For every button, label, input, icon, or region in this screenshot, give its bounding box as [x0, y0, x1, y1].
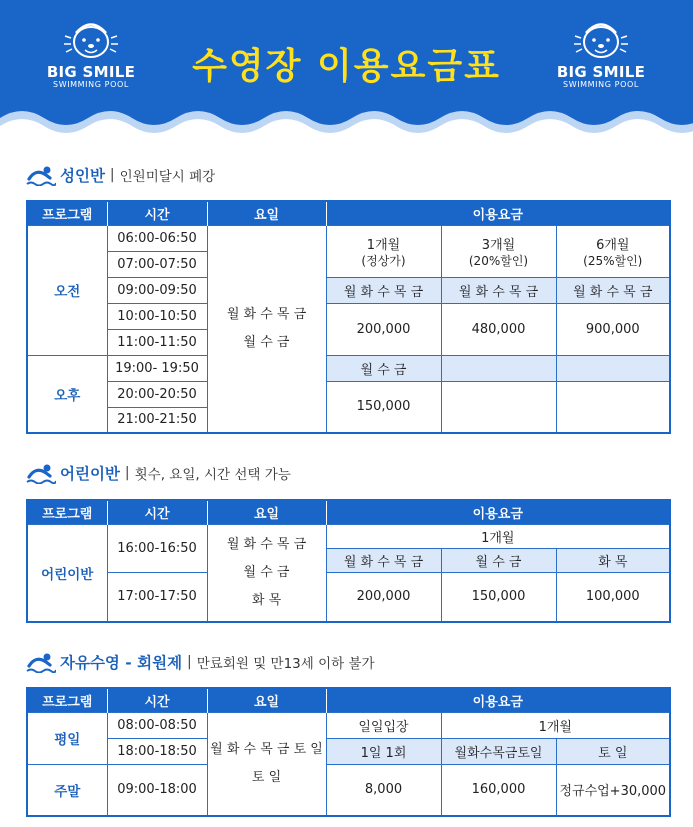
empty-cell	[441, 355, 556, 381]
separator: |	[124, 465, 130, 481]
plan-days: 월 화 수 목 금	[441, 277, 556, 303]
col-days: 요일	[207, 500, 326, 524]
price-cell: 150,000	[326, 381, 441, 433]
time-cell: 17:00-17:50	[107, 572, 207, 622]
program-weekend: 주말	[27, 764, 107, 816]
page-title: 수영장 이용요금표	[192, 46, 501, 87]
kids-section-heading	[26, 462, 291, 484]
empty-cell	[441, 381, 556, 433]
price-cell: 900,000	[556, 303, 670, 355]
plan-cell	[556, 225, 670, 277]
swimmer-icon	[26, 462, 56, 484]
adult-section-title: 성인반	[60, 167, 105, 185]
plan-label: 1개월	[366, 237, 401, 253]
col-days: 요일	[207, 201, 326, 225]
price-cell: 160,000	[441, 764, 556, 816]
logo-subtext: SWIMMING POOL	[53, 80, 129, 89]
swimmer-icon	[26, 164, 56, 186]
monthly-label: 1개월	[441, 712, 670, 738]
col-days: 요일	[207, 688, 326, 712]
free-fee-table	[26, 687, 671, 817]
col-program: 프로그램	[27, 201, 107, 225]
table-row	[27, 738, 670, 764]
days-line: 월 화 수 목 금	[226, 306, 307, 322]
plan-days: 월 수 금	[326, 355, 441, 381]
col-time: 시간	[107, 500, 207, 524]
adult-fee-table	[26, 200, 671, 434]
days-line: 화 목	[251, 592, 282, 608]
plan-label: 3개월	[481, 237, 516, 253]
plan-days: 월 수 금	[441, 548, 556, 572]
time-cell: 18:00-18:50	[107, 738, 207, 764]
empty-cell	[556, 355, 670, 381]
time-cell: 09:00-09:50	[107, 277, 207, 303]
plan-sub: (20%할인)	[468, 253, 529, 268]
plan-days: 월 화 수 목 금	[556, 277, 670, 303]
table-row	[27, 712, 670, 738]
table-row	[27, 303, 670, 329]
time-cell: 10:00-10:50	[107, 303, 207, 329]
time-cell: 20:00-20:50	[107, 381, 207, 407]
plan-days: 월 화 수 목 금	[326, 277, 441, 303]
daily-label: 일일입장	[326, 712, 441, 738]
kids-section-note: 횟수, 요일, 시간 선택 가능	[134, 467, 291, 483]
separator: |	[187, 654, 192, 670]
kids-fee-table	[26, 499, 671, 623]
daily-sub: 1일 1회	[326, 738, 441, 764]
plan-sub: (25%할인)	[583, 253, 643, 268]
days-line: 월 수 금	[243, 334, 290, 350]
swimmer-icon	[26, 651, 56, 673]
kids-section-title: 어린이반	[60, 465, 120, 483]
program-weekday: 평일	[27, 712, 107, 764]
table-header-row	[27, 201, 670, 225]
table-row	[27, 524, 670, 548]
days-line: 월 수 금	[243, 564, 290, 580]
program-kids: 어린이반	[27, 524, 107, 622]
price-cell: 480,000	[441, 303, 556, 355]
table-header-row	[27, 688, 670, 712]
table-row	[27, 764, 670, 816]
logo-text: BIG SMILE	[46, 63, 136, 81]
logo-text: BIG SMILE	[556, 63, 646, 81]
price-cell: 100,000	[556, 572, 670, 622]
time-cell: 06:00-06:50	[107, 225, 207, 251]
price-cell: 150,000	[441, 572, 556, 622]
days-line: 월 화 수 목 금 토 일	[210, 741, 323, 757]
table-row	[27, 381, 670, 407]
col-fee: 이용요금	[326, 688, 670, 712]
time-cell: 21:00-21:50	[107, 407, 207, 433]
col-fee: 이용요금	[326, 500, 670, 524]
days-line: 월 화 수 목 금	[226, 536, 307, 552]
plan-cell	[326, 225, 441, 277]
table-row	[27, 225, 670, 251]
free-section-note: 만료회원 및 만13세 이하 불가	[196, 656, 375, 672]
days-cell	[207, 712, 326, 816]
separator: |	[109, 167, 115, 183]
empty-cell	[556, 381, 670, 433]
time-cell: 19:00- 19:50	[107, 355, 207, 381]
col-program: 프로그램	[27, 688, 107, 712]
plan-days: 화 목	[556, 548, 670, 572]
plan-days: 월 화 수 목 금	[326, 548, 441, 572]
price-cell: 정규수업+30,000	[556, 764, 670, 816]
time-cell: 11:00-11:50	[107, 329, 207, 355]
logo-subtext: SWIMMING POOL	[563, 80, 639, 89]
time-cell: 09:00-18:00	[107, 764, 207, 816]
program-pm: 오후	[27, 355, 107, 433]
days-cell	[207, 524, 326, 622]
monthly-opt2: 토 일	[556, 738, 670, 764]
days-line: 토 일	[251, 769, 282, 785]
program-am: 오전	[27, 225, 107, 355]
col-program: 프로그램	[27, 500, 107, 524]
table-row	[27, 572, 670, 597]
plan-cell	[441, 225, 556, 277]
header-banner	[0, 0, 693, 140]
plan-label: 6개월	[596, 237, 630, 253]
time-cell: 07:00-07:50	[107, 251, 207, 277]
price-cell: 200,000	[326, 572, 441, 622]
free-section-heading	[26, 651, 375, 673]
table-row	[27, 277, 670, 303]
price-cell: 8,000	[326, 764, 441, 816]
monthly-opt1: 월화수목금토일	[441, 738, 556, 764]
adult-section-heading	[26, 164, 215, 186]
time-cell: 08:00-08:50	[107, 712, 207, 738]
table-row	[27, 355, 670, 381]
col-fee: 이용요금	[326, 201, 670, 225]
days-cell	[207, 225, 326, 433]
col-time: 시간	[107, 201, 207, 225]
plan-label: 1개월	[326, 524, 670, 548]
plan-sub: (정상가)	[361, 253, 406, 268]
col-time: 시간	[107, 688, 207, 712]
free-section-title: 자유수영 - 회원제	[60, 654, 183, 672]
adult-section-note: 인원미달시 폐강	[119, 169, 216, 185]
price-cell: 200,000	[326, 303, 441, 355]
time-cell: 16:00-16:50	[107, 524, 207, 572]
table-header-row	[27, 500, 670, 524]
